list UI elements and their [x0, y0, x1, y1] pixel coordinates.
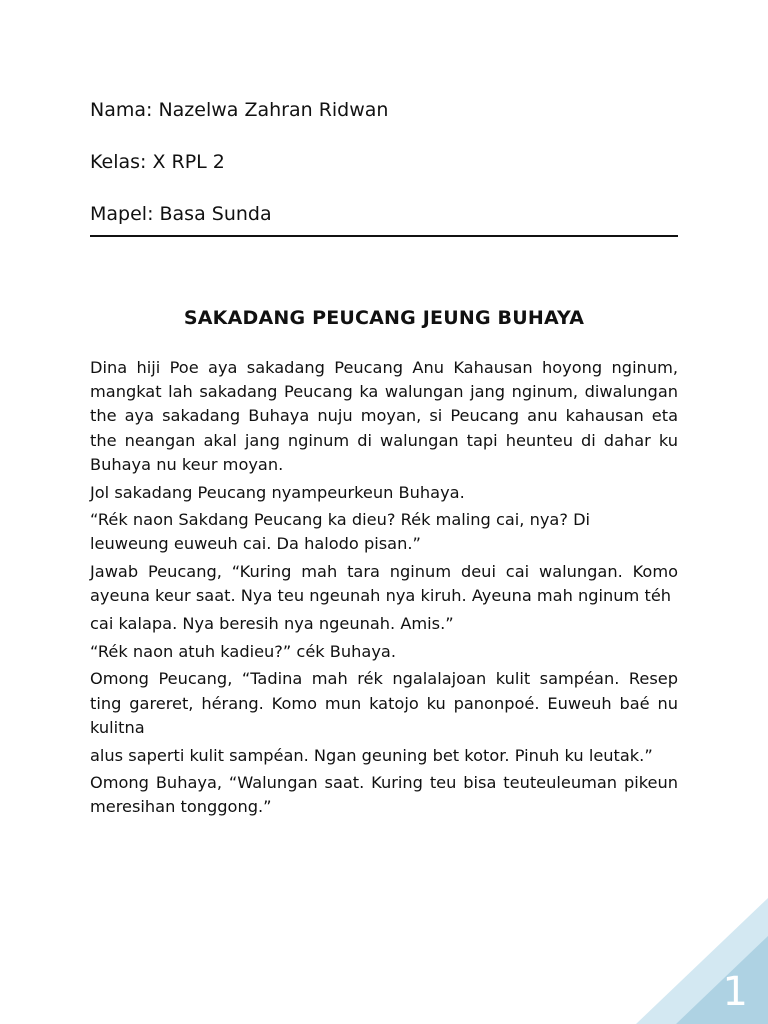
student-class: Kelas: X RPL 2: [90, 151, 225, 173]
header-divider: [90, 235, 678, 237]
story-body: [90, 356, 678, 823]
subject-line: Mapel: Basa Sunda: [90, 203, 272, 225]
paragraph: “Rék naon atuh kadieu?” cék Buhaya.: [90, 641, 396, 661]
paragraph: Jawab Peucang, “Kuring mah tara nginum deui cai walungan. Komo ayeuna keur saat. Nya teu ngeunah nya kiruh. Ayeuna mah nginum téh: [90, 562, 678, 606]
paragraph: alus saperti kulit sampéan. Ngan geuning bet kotor. Pinuh ku leutak.”: [90, 745, 653, 765]
paragraph: Jol sakadang Peucang nyampeurkeun Buhaya.: [90, 482, 465, 502]
paragraph: Dina hiji Poe aya sakadang Peucang Anu Kahausan hoyong nginum, mangkat lah sakadang Peucang ka walungan jang nginum, diwalungan the aya sakadang Buhaya nuju moyan, si Peucang anu kahausan eta the neangan akal jang nginum di walungan tapi heunteu di dahar ku Buhaya nu keur moyan.: [90, 358, 678, 474]
corner-decoration: [636, 898, 768, 1024]
paragraph: leuweung euweuh cai. Da halodo pisan.”: [90, 534, 421, 554]
student-name: Nama: Nazelwa Zahran Ridwan: [90, 99, 389, 121]
page-number: 1: [722, 969, 748, 1015]
paragraph: Omong Peucang, “Tadina mah rék ngalalajoan kulit sampéan. Resep ting gareret, hérang. Komo mun katojo ku panonpoé. Euweuh baé nu kulitna: [90, 669, 678, 737]
paragraph: “Rék naon Sakdang Peucang ka dieu? Rék maling cai, nya? Di: [90, 510, 591, 530]
paragraph: cai kalapa. Nya beresih nya ngeunah. Amis.”: [90, 614, 454, 634]
story-title: SAKADANG PEUCANG JEUNG BUHAYA: [183, 307, 585, 329]
paragraph: Omong Buhaya, “Walungan saat. Kuring teu bisa teuteuleuman pikeun meresihan tonggong.”: [90, 773, 678, 817]
